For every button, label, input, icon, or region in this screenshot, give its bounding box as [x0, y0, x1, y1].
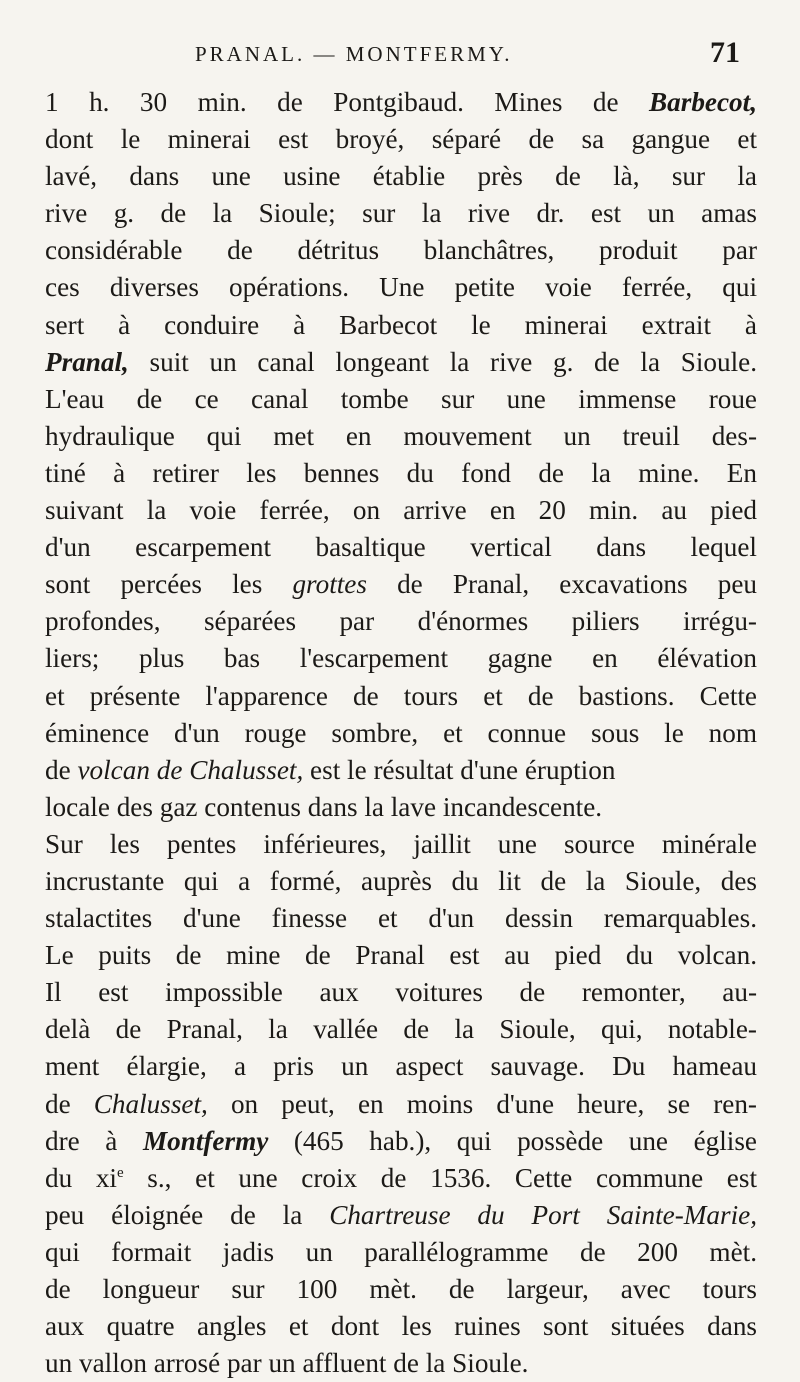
text-line — [45, 826, 757, 863]
text-run: aux quatre angles et dont les ruines sont situées dans — [45, 1311, 757, 1342]
text-line — [45, 1086, 757, 1123]
text-run: Chartreuse du Port Sainte-Marie, — [329, 1199, 757, 1230]
text-line — [45, 158, 757, 195]
text-run: est le résultat d'une éruption — [303, 754, 616, 785]
text-run: lavé, dans une usine établie près de là, sur la — [45, 161, 757, 192]
superscript: e — [116, 1164, 124, 1181]
text-line — [45, 492, 757, 529]
text-run: sont percées les — [45, 569, 293, 600]
text-run: profondes, séparées par d'énormes piliers irrégu- — [45, 606, 757, 637]
text-run: du xi — [45, 1162, 117, 1193]
text-run: de — [45, 754, 78, 785]
text-run: ces diverses opérations. Une petite voie ferrée, qui — [45, 272, 757, 303]
text-line — [45, 566, 757, 603]
body-text — [45, 84, 757, 1382]
text-run: 1 h. 30 min. de Pontgibaud. Mines de — [45, 87, 650, 117]
text-line — [45, 1048, 757, 1085]
text-line — [45, 752, 757, 789]
text-line — [45, 789, 757, 826]
text-run: (465 hab.), qui possède une église — [268, 1125, 757, 1156]
text-line — [45, 1271, 757, 1308]
text-line — [45, 1234, 757, 1271]
text-run: on peut, en moins d'une heure, se ren- — [207, 1088, 757, 1119]
text-run: grottes — [292, 569, 367, 600]
text-run: considérable de détritus blanchâtres, produit par — [45, 235, 757, 266]
text-run: éminence d'un rouge sombre, et connue sous le nom — [45, 717, 757, 748]
text-line — [45, 1160, 757, 1197]
text-run: Chalusset, — [93, 1088, 208, 1119]
text-line — [45, 1011, 757, 1048]
text-line — [45, 603, 757, 640]
text-line — [45, 307, 757, 344]
text-run: s., et une croix de 1536. Cette commune est — [123, 1162, 757, 1193]
text-run: d'un escarpement basaltique vertical dans lequel — [45, 532, 757, 563]
text-run: delà de Pranal, la vallée de la Sioule, qui, notable- — [45, 1014, 757, 1045]
text-line — [45, 418, 757, 455]
text-run: Montfermy — [142, 1125, 269, 1156]
text-line — [45, 640, 757, 677]
text-run: stalactites d'une finesse et d'un dessin remarquables. — [45, 903, 757, 934]
text-line — [45, 381, 757, 418]
text-run: sert à conduire à Barbecot le minerai extrait à — [45, 309, 757, 340]
text-run: incrustante qui a formé, auprès du lit de la Sioule, des — [45, 865, 757, 896]
text-line — [45, 121, 757, 158]
text-line — [45, 455, 757, 492]
running-head: PRANAL. — MONTFERMY. — [195, 42, 513, 66]
text-run: et présente l'apparence de tours et de bastions. Cette — [45, 680, 757, 711]
text-line — [45, 195, 757, 232]
text-line — [45, 937, 757, 974]
text-line — [45, 1345, 757, 1382]
text-run: dont le minerai est broyé, séparé de sa gangue et — [45, 124, 757, 155]
text-run: Sur les pentes inférieures, jaillit une source minérale — [45, 828, 757, 859]
text-line — [45, 678, 757, 715]
text-line — [45, 1123, 757, 1160]
text-run: Pranal, — [45, 346, 129, 377]
page-number: 71 — [710, 36, 740, 69]
text-line — [45, 715, 757, 752]
text-run: locale des gaz contenus dans la lave incandescente. — [45, 791, 603, 822]
text-line — [45, 974, 757, 1011]
text-line — [45, 529, 757, 566]
text-line — [45, 269, 757, 306]
text-run: tiné à retirer les bennes du fond de la mine. En — [45, 457, 757, 488]
text-run: L'eau de ce canal tombe sur une immense roue — [45, 383, 757, 414]
text-run: hydraulique qui met en mouvement un treuil des- — [45, 420, 757, 451]
text-run: un vallon arrosé par un affluent de la Sioule. — [45, 1348, 529, 1379]
text-run: suivant la voie ferrée, on arrive en 20 min. au pied — [45, 495, 757, 526]
text-run: liers; plus bas l'escarpement gagne en élévation — [45, 643, 757, 674]
text-line — [45, 344, 757, 381]
text-run: peu éloignée de la — [45, 1199, 330, 1230]
text-run: de Pranal, excavations peu — [366, 569, 757, 600]
text-line — [45, 1308, 757, 1345]
text-run: Le puits de mine de Pranal est au pied du volcan. — [45, 940, 757, 971]
text-run: volcan de Chalusset, — [77, 754, 304, 785]
text-line — [45, 863, 757, 900]
text-line — [45, 232, 757, 269]
text-run: de — [45, 1088, 94, 1119]
text-run: Barbecot, — [649, 87, 757, 117]
text-run: Il est impossible aux voitures de remonter, au- — [45, 977, 757, 1008]
text-line — [45, 1197, 757, 1234]
text-line — [45, 84, 757, 121]
text-line — [45, 900, 757, 937]
text-run: ment élargie, a pris un aspect sauvage. Du hameau — [45, 1051, 757, 1082]
text-run: suit un canal longeant la rive g. de la Sioule. — [128, 346, 757, 377]
page-header — [80, 36, 740, 76]
text-run: qui formait jadis un parallélogramme de 200 mèt. — [45, 1236, 757, 1267]
text-run: rive g. de la Sioule; sur la rive dr. est un amas — [45, 198, 757, 229]
text-run: de longueur sur 100 mèt. de largeur, avec tours — [45, 1274, 757, 1304]
text-run: dre à — [45, 1125, 143, 1156]
